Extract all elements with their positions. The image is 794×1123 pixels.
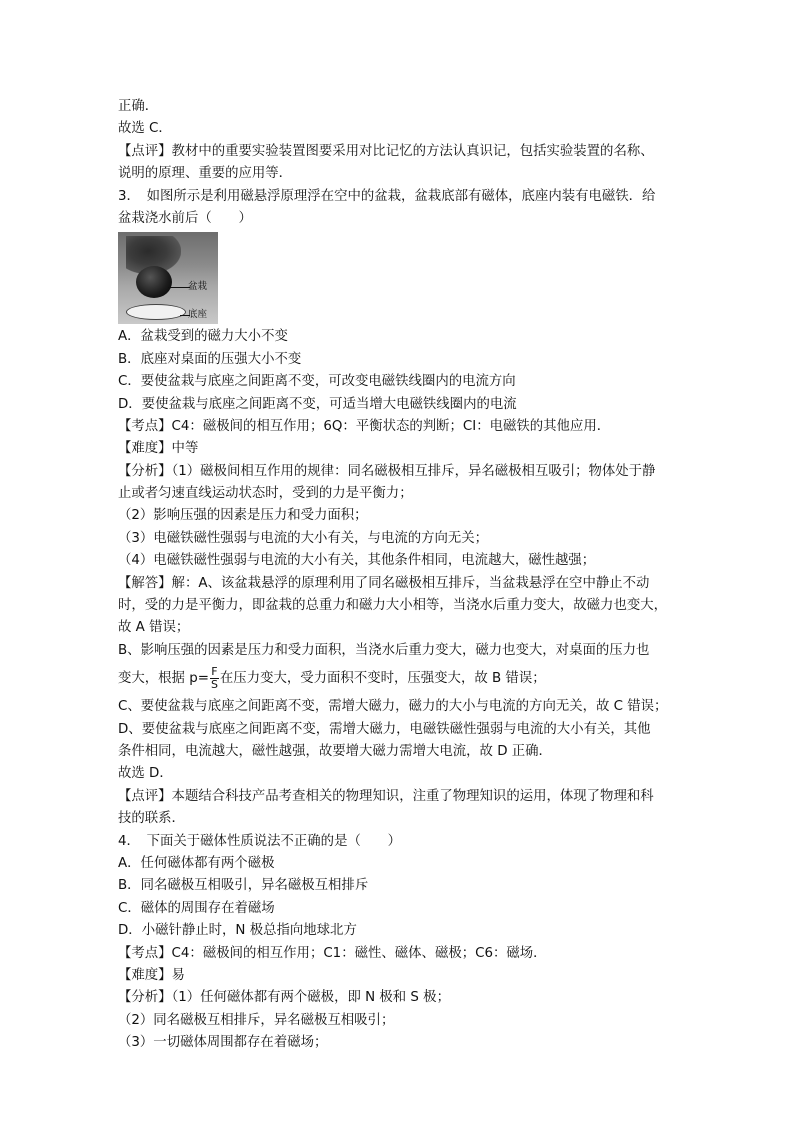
text-line: A．盆栽受到的磁力大小不变 bbox=[118, 329, 288, 345]
formula-prefix: 变大，根据 p= bbox=[118, 671, 209, 687]
text-line: 说明的原理、重要的应用等． bbox=[118, 166, 293, 182]
text-block-bottom bbox=[118, 696, 688, 1054]
magnetic-base bbox=[126, 304, 186, 320]
text-line: C．磁体的周围存在着磁场 bbox=[118, 900, 275, 916]
text-line: 正确． bbox=[118, 99, 159, 114]
text-line: 故选 C． bbox=[118, 121, 172, 137]
text-block-top bbox=[118, 96, 688, 230]
text-line: C．要使盆栽与底座之间距离不变，可改变电磁铁线圈内的电流方向 bbox=[118, 374, 516, 390]
text-line: 【考点】C4：磁极间的相互作用；C1：磁性、磁体、磁极；C6：磁场． bbox=[118, 945, 547, 961]
document-page bbox=[118, 96, 688, 1054]
text-line: 【考点】C4：磁极间的相互作用；6Q：平衡状态的判断；CI：电磁铁的其他应用． bbox=[118, 418, 611, 434]
text-line: 【点评】本题结合科技产品考查相关的物理知识，注重了物理知识的运用，体现了物理和科 bbox=[118, 788, 654, 804]
plant-pot bbox=[136, 266, 172, 298]
text-line: A．任何磁体都有两个磁极 bbox=[118, 855, 275, 871]
pot-leader-line bbox=[168, 287, 190, 288]
text-line: 故 A 错误； bbox=[118, 620, 190, 636]
text-line: C、要使盆栽与底座之间距离不变，需增大磁力，磁力的大小与电流的方向无关，故 C 错误； bbox=[118, 699, 668, 715]
fraction-denominator: S bbox=[210, 677, 218, 691]
text-line: 时，受的力是平衡力，即盆栽的总重力和磁力大小相等，当浇水后重力变大，故磁力也变大， bbox=[118, 598, 668, 614]
formula-line bbox=[118, 662, 688, 696]
text-line: B、影响压强的因素是压力和受力面积，当浇水后重力变大，磁力也变大，对桌面的压力也 bbox=[118, 642, 650, 658]
text-line: 止或者匀速直线运动状态时，受到的力是平衡力； bbox=[118, 486, 413, 502]
text-line: （2）影响压强的因素是压力和受力面积； bbox=[118, 508, 368, 524]
text-line: （3）电磁铁磁性强弱与电流的大小有关，与电流的方向无关； bbox=[118, 530, 489, 546]
pressure-fraction bbox=[210, 666, 219, 691]
text-line: 4． 下面关于磁体性质说法不正确的是（ ） bbox=[118, 833, 402, 849]
text-line: B．底座对桌面的压强大小不变 bbox=[118, 351, 302, 367]
text-line: 3． 如图所示是利用磁悬浮原理浮在空中的盆栽，盆栽底部有磁体，底座内装有电磁铁．给 bbox=[118, 188, 656, 204]
figure-label-pot: 盆栽 bbox=[188, 281, 208, 293]
text-line: 【分析】（1）磁极间相互作用的规律：同名磁极相互排斥，异名磁极相互吸引；物体处于静 bbox=[118, 463, 656, 479]
text-line: 条件相同，电流越大，磁性越强，故要增大磁力需增大电流，故 D 正确． bbox=[118, 743, 552, 759]
text-line: 故选 D． bbox=[118, 766, 173, 782]
text-line: D．要使盆栽与底座之间距离不变，可适当增大电磁铁线圈内的电流 bbox=[118, 396, 517, 412]
text-line: D、要使盆栽与底座之间距离不变，需增大磁力，电磁铁磁性强弱与电流的大小有关，其他 bbox=[118, 721, 651, 737]
text-line: （2）同名磁极互相排斥，异名磁极互相吸引； bbox=[118, 1012, 395, 1028]
text-line: 盆栽浇水前后（ ） bbox=[118, 210, 252, 226]
fraction-numerator: F bbox=[211, 664, 218, 678]
formula-suffix: 在压力变大，受力面积不变时，压强变大，故 B 错误； bbox=[219, 671, 546, 687]
maglev-plant-photo bbox=[118, 232, 218, 324]
text-line: 技的联系． bbox=[118, 811, 185, 827]
figure-label-base: 底座 bbox=[188, 309, 208, 321]
text-line: 【点评】教材中的重要实验装置图要采用对比记忆的方法认真识记，包括实验装置的名称、 bbox=[118, 143, 654, 159]
text-line: D．小磁针静止时，N 极总指向地球北方 bbox=[118, 923, 357, 939]
text-block-middle bbox=[118, 326, 688, 662]
text-line: （4）电磁铁磁性强弱与电流的大小有关，其他条件相同，电流越大，磁性越强； bbox=[118, 553, 596, 569]
text-line: 【难度】易 bbox=[118, 967, 185, 983]
text-line: 【解答】解：A、该盆栽悬浮的原理利用了同名磁极相互排斥，当盆栽悬浮在空中静止不动 bbox=[118, 575, 650, 591]
text-line: B．同名磁极互相吸引，异名磁极互相排斥 bbox=[118, 878, 369, 894]
text-line: 【分析】（1）任何磁体都有两个磁极，即 N 极和 S 极； bbox=[118, 990, 450, 1006]
text-line: （3）一切磁体周围都存在着磁场； bbox=[118, 1035, 328, 1051]
text-line: 【难度】中等 bbox=[118, 441, 199, 457]
